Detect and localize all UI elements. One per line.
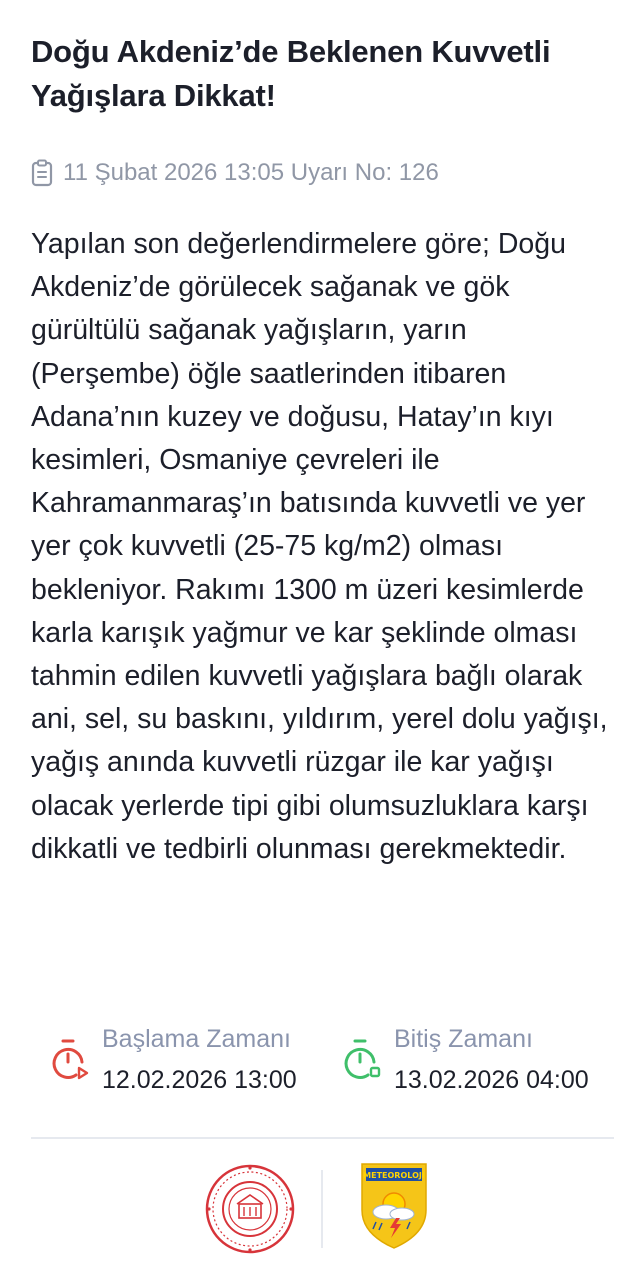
time-range (0, 1024, 644, 1104)
end-time-label: Bitiş Zamanı (394, 1025, 533, 1053)
page-title: Doğu Akdeniz’de Beklenen Kuvvetli Yağışlara Dikkat! (31, 34, 551, 113)
svg-text:METEOROLOJİ: METEOROLOJİ (363, 1171, 425, 1180)
clipboard-icon (31, 159, 53, 187)
end-time-value: 13.02.2026 04:00 (394, 1066, 589, 1094)
meta-text: 11 Şubat 2026 13:05 Uyarı No: 126 (63, 159, 439, 186)
logo-separator (321, 1170, 323, 1248)
warning-body-text: Yapılan son değerlendirmelere göre; Doğu Akdeniz’de görülecek sağanak ve gök gürültülü sağanak yağışların, yarın (Perşembe) öğle saatlerinden itibaren Adana’nın kuzey ve doğusu, Hatay’ın kıyı kesimleri, Osmaniye çevreleri ile Kahramanmaraş’ın batısında kuvvetli ve yer yer çok kuvvetli (25-75 kg/m2) olması bekleniyor. Rakımı 1300 m üzeri kesimlerde karla karışık yağmur ve kar şeklinde olması tahmin edilen kuvvetli yağışlara bağlı olarak ani, sel, su baskını, yıldırım, yerel dolu yağışı, yağış anında kuvvetli rüzgar ile kar yağışı olacak yerlerde tipi gibi olumsuzluklara karşı dikkatli ve tedbirli olunması gerekmektedir. (31, 228, 608, 865)
footer-logos (0, 1160, 644, 1260)
start-time-value: 12.02.2026 13:00 (102, 1066, 297, 1094)
timer-green-icon (342, 1038, 382, 1082)
timer-red-icon (50, 1038, 90, 1082)
ministry-seal-logo (205, 1164, 295, 1254)
divider (31, 1137, 614, 1139)
warning-meta (31, 156, 439, 190)
meteoroloji-logo (358, 1160, 430, 1250)
start-time-label: Başlama Zamanı (102, 1025, 291, 1053)
